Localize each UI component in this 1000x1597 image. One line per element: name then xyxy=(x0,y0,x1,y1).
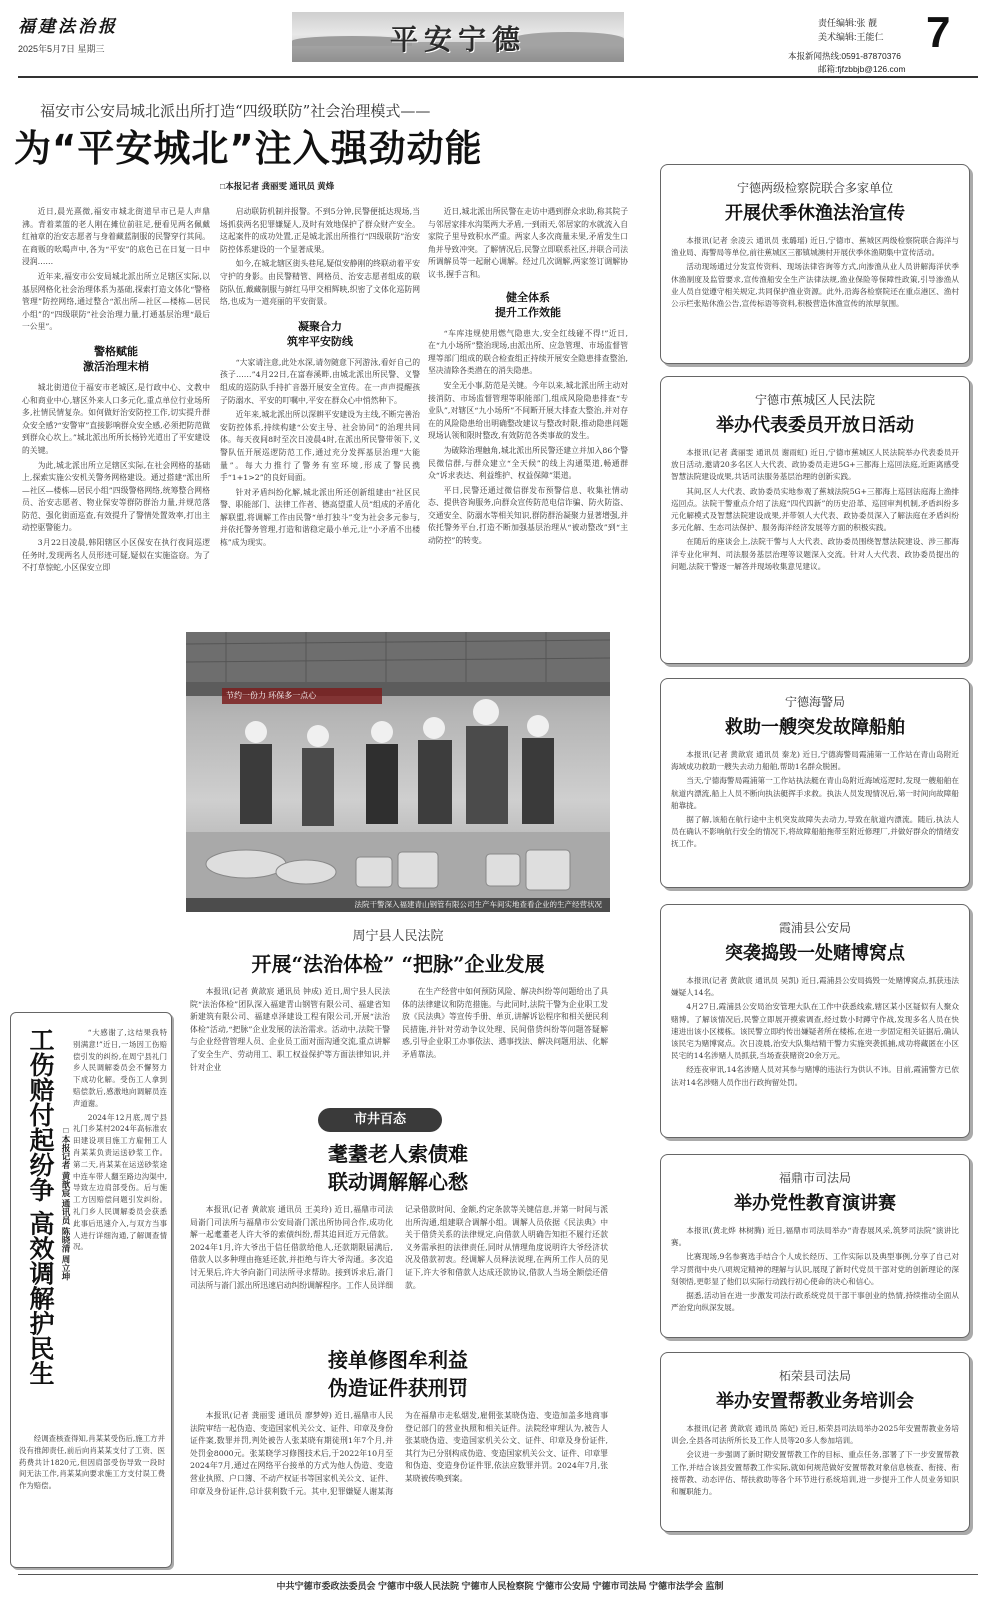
lead-paragraph: 城北街道位于福安市老城区,是行政中心、文教中心和商业中心,辖区外来人口多元化,重点单位行业场所多,社情民情复杂。如何做好治安防控工作,切实提升群众安全感?“安警审”直接影响群众安全感,必须把防范做到群众心坎上。”城北派出所所长杨钤光道出了平安建设的关键。 xyxy=(22,382,210,455)
forgery-story xyxy=(190,1410,608,1570)
lead-paragraph: 平日,民警还通过微信群发布预警信息、收集社情动态、提供咨询服务,向群众宣传防范电信诈骗、防火防盗、交通安全、防溺水等相关知识,群防群治凝聚力显著增强,并依托警务平台,打造不断加强基层治理从“被动整改”到“主动防控”的转变。 xyxy=(428,485,628,546)
card-paragraph: 本报讯(记者 黄歆宸 通讯员 陈妃) 近日,柘荣县司法局举办2025年安置帮教业务培训会,全县各司法所所长及工作人员等20多人参加培训。 xyxy=(671,1424,959,1446)
card-org: 福鼎市司法局 xyxy=(778,1171,851,1185)
footer-divider xyxy=(18,1574,978,1575)
lead-subhead-2: 凝聚合力 筑牢平安防线 xyxy=(287,319,353,348)
work-injury-feature xyxy=(10,1012,172,1568)
section-title: 平安宁德 xyxy=(389,23,526,56)
lead-column-2 xyxy=(220,206,420,552)
right-card-coast-guard xyxy=(660,678,970,888)
lead-paragraph: 近年来,城北派出所以深耕平安建设为主线,不断完善治安防控体系,持续构建“公安主导、社会协同”的治理共同体。每天夜间8时至次日凌晨4时,在派出所民警带领下,义警队伍开展巡逻防范工作,通过充分发挥基层治理“大能量”。每大力推行了警务有室环境,形成了警民携手“1+1>2”的良好局面。 xyxy=(220,410,420,483)
card-paragraph: 本报讯(记者 余凌云 通讯员 张璐瑶) 近日,宁德市、蕉城区两级检察院联合海洋与渔业局、海警局等单位,前往蕉城区三都镇城澳村开展伏季休渔期集中宣传活动。 xyxy=(671,236,959,258)
forgery-paragraph: 本报讯(记者 龚丽雯 通讯员 廖梦婷) 近日,福鼎市人民法院审结一起伪造、变造国家机关公文、证件、印章及身份证件案,数罪并罚,判处被告人张某晓有期徒刑1年7个月,并处罚金8000元。张某晓学习修图技术后,于2022年10月至2024年7月,通过在网络平台接单的方式为他人伪造、变造营业执照、户口簿、不动产权证书等国家机关公文、证件、印章及身份证件,总计获利数千元。其中,犯罪嫌疑人谢某海为在福鼎市走私烟发,雇佣张某晓伪造、变造加盖多地商事登记部门的营业执照和相关证件。法院经审理认为,被告人张某晓伪造、变造国家机关公文、证件、印章及身份证件,其行为已分别构成伪造、变造国家机关公文、证件、印章罪和伪造、变造身份证件罪,依法应数罪并罚。2024年7月,张某晓被传唤到案。 xyxy=(190,1411,608,1496)
court-paragraph: 本报讯(记者 黄歆宸 通讯员 钟成) 近日,周宁县人民法院“法治体检”团队深入福建青山钢管有限公司、福建省知新建筑有限公司、福建卓泽建设工程有限公司,开展“法治体检”活动,“把脉”企业发展的法治需求。活动中,法院干警与企业经营管理人员、企业员工面对面沟通交流,重点讲解了安全生产、劳动用工、职工权益保护等方面法律知识,并针对企业 xyxy=(190,987,390,1072)
court-column-1 xyxy=(190,986,390,1076)
lead-column-1 xyxy=(22,206,210,577)
work-injury-paragraph: 2024年12月底,周宁县礼门乡某村2024年高标准农田建设项目施工方雇佣工人肖某某负责运送砂浆工作。第二天,肖某某在运送砂浆途中连车带人翻至路边沟渠中,导致左边肩部受伤。后与施工方因赔偿问题引发纠纷。礼门乡人民调解委员会获悉此事后迅速介入,与双方当事人进行详细沟通,了解调查情况。 xyxy=(73,1112,167,1252)
card-org: 柘荣县司法局 xyxy=(778,1369,851,1383)
card-title: 突袭捣毁一处赌博窝点 xyxy=(725,943,905,964)
elderly-debt-paragraph: 本报讯(记者 黄歆宸 通讯员 王美玲) 近日,福鼎市司法局嵛门司法所与福鼎市公安局嵛门派出所协同合作,成功化解一起耄耋老人许大爷的索债纠纷,帮其追回近万元借款。2024年1月,许大爷出于信任借款给他人,还款期限届满后,借款人以多种理由拖延还款,并拒绝与许大爷沟通。多次追讨无果后,许大爷向嵛门司法所寻求帮助。接到诉求后,嵛门司法所与嵛门派出所迅速启动纠纷调解程序。工作人员详细记录借款时间、金额,约定条款等关键信息,并第一时间与派出所沟通,组建联合调解小组。调解人员依据《民法典》中关于借贷关系的法律规定,向借款人明确告知拒不履行还款义务需承担的法律责任,同时从情理角度说明许大爷经济状况及借款初衷。经调解人员释法说理,在两所工作人员的见证下,许大爷和借款人达成还款协议,借款人当场全额偿还借款。 xyxy=(190,1205,608,1290)
lead-subhead-3: 健全体系 提升工作效能 xyxy=(495,290,561,319)
card-paragraph: 在随后的座谈会上,法院干警与人大代表、政协委员围绕智慧法院建设、涉三都海洋专业化审判、司法服务基层治理等议题深入交流。针对人大代表、政协委员提出的问题,法院干警逐一解答并现场收集意见建议。 xyxy=(671,537,959,571)
lead-paragraph: “车库违规使用燃气隐患大,安全红线碰不得!”近日,在“九小场所”整治现场,由派出所、应急管理、市场监督管理等部门组成的联合检查组正持续开展安全隐患排查整治,坚决清除各类潜在的消失隐患。 xyxy=(428,328,628,376)
card-title: 举办安置帮教业务培训会 xyxy=(716,1391,914,1412)
card-org: 宁德市蕉城区人民法院 xyxy=(754,393,875,407)
masthead-divider xyxy=(18,76,978,78)
card-paragraph: 据悉,活动旨在进一步激发司法行政系统党员干部干事创业的热情,持续推动全面从严治党向纵深发展。 xyxy=(671,1291,959,1313)
card-paragraph: 据了解,该船在航行途中主机突发故障失去动力,导致在航道内漂流。随后,执法人员在确认不影响航行安全的情况下,将故障船舶拖带至附近修理厂,并做好群众的情绪安抚工作。 xyxy=(671,815,959,849)
lead-paragraph: 3月22日凌晨,韩阳辖区小区保安在执行夜间巡逻任务时,发现两名人员形迹可疑,疑似在实施盗窃。为了不打草惊蛇,小区保安立即 xyxy=(22,538,210,573)
court-paragraph: 在生产经营中如何预防风险、解决纠纷等问题给出了具体的法律建议和防范措施。与此同时,法院干警为企业职工发放《民法典》等宣传手册、单页,讲解诉讼程序和相关便民利民措施,并针对劳动争议处理、民间借贷纠纷等问题答疑解惑,引导企业职工办事依法、遇事找法、解决问题用法、化解矛盾靠法。 xyxy=(402,987,608,1059)
paper-name-logo: 福建法治报 xyxy=(18,17,118,37)
lead-paragraph: 针对矛盾纠纷化解,城北派出所还创新组建由“社区民警、职能部门、法律工作者、德高望重人员”组成的矛盾化解联盟,将调解工作由民警“单打独斗”变为社会多元参与,并依托警务管理,打造和谐稳定最小单元,让“小矛盾不出楼栋”成为现实。 xyxy=(220,487,420,548)
photo-caption: 法院干警深入福建青山钢管有限公司生产车间实地查看企业的生产经营状况 xyxy=(186,898,610,912)
lead-paragraph: 安全无小事,防范是关键。今年以来,城北派出所主动对接消防、市场监督管理等职能部门,组成风险隐患排查“专业队”,对辖区“九小场所”不间断开展大排查大整治,并对存在的风险隐患给出明确整改建议与整改时限,推动隐患问题现场认领和限时整改,有效防范各类事故的发生。 xyxy=(428,380,628,441)
editor-credit: 责任编辑:张 靓 xyxy=(818,18,878,28)
work-injury-body-lower xyxy=(19,1433,165,1494)
forgery-headline: 接单修图牟利益 伪造证件获刑罚 xyxy=(328,1348,468,1400)
art-editor-credit: 美术编辑:王能仁 xyxy=(818,32,884,42)
factory-scene-image xyxy=(186,632,610,912)
lead-byline: □本报记者 龚丽雯 通讯员 黄烽 xyxy=(220,181,335,191)
masthead xyxy=(0,0,1000,75)
right-card-jiaocheng-court xyxy=(660,376,970,664)
photo-banner-text: 节约一份力 环保多一点心 xyxy=(226,691,317,700)
factory-photo xyxy=(186,632,610,912)
card-paragraph: 本报讯(记者 龚丽雯 通讯员 谢雨虹) 近日,宁德市蕉城区人民法院举办代表委员开放日活动,邀请20多名区人大代表、政协委员走进5G+三都海上巡回法庭,近距离感受智慧法院建设成果,共话司法服务基层治理的创新实践。 xyxy=(671,448,959,482)
lead-paragraph: 近日,晨光熹微,福安市城北街道早市已是人声鼎沸。背着菜篮的老人刚在摊位前驻足,便看见两名佩戴红袖章的治安志愿者与身着藏蓝制服的民警穿行其间。在商贩的吆喝声中,各为“平安”的底色已在日复一日中浸润…… xyxy=(22,207,210,267)
court-headline: 开展“法治体检” “把脉”企业发展 xyxy=(251,952,545,976)
card-paragraph: 4月27日,霞浦县公安局治安管理大队在工作中获悉线索,辖区某小区疑似有人聚众赌博。了解该情况后,民警立即展开摸索调查,经过数小时蹲守作战,发现多名人员在快速进出该小区楼栋。该民警立即约传出嫌疑者所在楼栋,在进一步固定相关证据后,确认该民宅为赌博窝点。次日凌晨,治安大队集结精干警力实施突袭抓捕,成功将藏匿在小区民宅的14名涉赌人员抓获,当场查获赌资20余万元。 xyxy=(671,1002,959,1061)
lead-column-3 xyxy=(428,206,628,550)
lead-paragraph: 近日,城北派出所民警在走访中遇到群众求助,称其院子与邻居家排水沟渠两大矛盾,一到雨天,邻居家的水就流入自家院子里导致积水严重。两家人多次商量未果,矛盾发生口角并导致冲突。了解情况后,民警立即联系社区,并联合司法所调解员等一起耐心调解。经过几次调解,两家签订调解协议书,握手言和。 xyxy=(428,207,628,279)
elderly-debt-story xyxy=(190,1204,608,1342)
work-injury-paragraph: “大感谢了,这结果我特别满意!”近日,一场因工伤赔偿引发的纠纷,在周宁县礼门乡人民调解委员会不懈努力下成功化解。受伤工人拿到赔偿款后,感激地向调解员连声道谢。 xyxy=(73,1028,167,1108)
card-paragraph: 会议进一步强调了新时期安置帮教工作的目标、重点任务,部署了下一步安置帮教工作,并结合该县安置帮教工作实际,就如何规范做好安置帮教对象信息核查、衔接、衔接帮教、动态评估、帮扶救助等各个环节进行系统培训,进一步提升工作人员业务知识和履职能力。 xyxy=(671,1450,959,1497)
card-paragraph: 经连夜审讯,14名涉赌人员对其参与赌博的违法行为供认不讳。目前,霞浦警方已依法对14名涉赌人员作出行政拘留处罚。 xyxy=(671,1065,959,1087)
right-card-fuding-justice xyxy=(660,1154,970,1338)
lead-paragraph: 启动联防机制并报警。不到5分钟,民警便抵达现场,当场抓获两名犯罪嫌疑人,及时有效地保护了群众财产安全。这起案件的成功处置,正是城北派出所推行“四级联防”治安防控体系建设的一个显著成果。 xyxy=(220,207,420,254)
page-number: 7 xyxy=(926,8,951,57)
card-paragraph: 本报讯(记者 黄歆宸 通讯员 吴凯) 近日,霞浦县公安局捣毁一处赌博窝点,抓获违法嫌疑人14名。 xyxy=(671,976,959,998)
lead-paragraph: 近年来,福安市公安局城北派出所立足辖区实际,以基层网格化社会治理体系为基础,探索打造文体化“警格管理”防控网络,通过整合“派出所—社区—楼栋—居民小组”的“四级联防”社会治理力量,打通基层治理“最后一公里”。 xyxy=(22,271,210,332)
right-card-xiapu-police xyxy=(660,904,970,1138)
work-injury-byline: □本报记者 黄歆宸 通讯员 陈晓清 周立坤 xyxy=(61,1125,71,1281)
lead-headline: 为“平安城北”注入强劲动能 xyxy=(14,127,483,170)
card-org: 霞浦县公安局 xyxy=(778,921,851,935)
card-title: 救助一艘突发故障船舶 xyxy=(725,717,905,738)
work-injury-title: 工伤赔付起纷争 高效调解护民生 xyxy=(26,1027,55,1386)
lead-subhead-1: 警格赋能 激活治理末梢 xyxy=(83,344,149,373)
elderly-debt-headline: 耄耋老人索债难 联动调解解心愁 xyxy=(328,1142,468,1194)
card-paragraph: 本报讯(黄北烨 林树腾) 近日,福鼎市司法局举办“青春展风采,筑梦司法院”演讲比赛。 xyxy=(671,1226,959,1248)
card-title: 举办党性教育演讲赛 xyxy=(734,1193,896,1214)
lead-paragraph: 为破除治理触角,城北派出所民警还建立并加入86个警民微信群,与群众建立“全天候”的线上沟通渠道,畅通群众“诉求表达、利益维护、权益保障”渠道。 xyxy=(428,445,628,481)
section-banner xyxy=(292,12,624,62)
court-column-2 xyxy=(402,986,608,1064)
court-org: 周宁县人民法院 xyxy=(352,929,444,944)
card-org: 宁德海警局 xyxy=(784,695,845,709)
lead-paragraph: 如今,在城北辖区街头巷尾,疑似安静刚的终联动着平安守护的身影。由民警精管、网格员、治安志愿者组成的联防队伍,戴藏制服与鲜红马甲交相辉映,织密了文体化巡防网络,也成为一道亮丽的平安街景。 xyxy=(220,259,420,307)
card-paragraph: 当天,宁德海警局霞浦第一工作站执法艇在青山岛附近海域巡逻时,发现一艘船舶在航道内漂流,船上人员不断向执法艇挥手求救。执法人员发现情况后,第一时间向故障船舶靠拢。 xyxy=(671,776,959,810)
card-paragraph: 比赛现场,9名参赛选手结合个人成长经历、工作实际以及典型事例,分享了自己对学习贯彻中央八项规定精神的理解与认识,展现了新时代党员干部对党的创新理论的深刻领悟,更彰显了他们以实际行动践行初心使命的决心和信心。 xyxy=(671,1252,959,1286)
email-address: 邮箱:fjfzbbjb@126.com xyxy=(818,64,906,74)
card-paragraph: 本报讯(记者 黄歆宸 通讯员 秦龙) 近日,宁德海警局霞浦第一工作站在青山岛附近海域成功救助一艘失去动力船舶,帮助1名群众脱困。 xyxy=(671,750,959,772)
news-hotline: 本报新闻热线:0591-87870376 xyxy=(788,51,901,61)
right-card-zherong-justice xyxy=(660,1352,970,1532)
issue-date: 2025年5月7日 星期三 xyxy=(18,44,105,54)
card-paragraph: 其间,区人大代表、政协委员实地参观了蕉城法院5G+三都海上巡回法庭海上渔排巡回点。法院干警重点介绍了法庭“四代四新”的历史沿革、巡回审判机制,矛盾纠纷多元化解模式及智慧法院建设成果,并带领人大代表、政协委员深入了解法庭在矛盾纠纷多元化解、生态司法保护、服务海洋经济发展等方面的积极实践。 xyxy=(671,486,959,533)
right-card-prosecutors xyxy=(660,164,970,364)
footer-sponsors: 中共宁德市委政法委员会 宁德市中级人民法院 宁德市人民检察院 宁德市公安局 宁德市司法局 宁德市法学会 监制 xyxy=(276,1581,724,1591)
card-title: 开展伏季休渔法治宣传 xyxy=(725,203,905,224)
card-org: 宁德两级检察院联合多家单位 xyxy=(736,181,893,195)
card-paragraph: 活动现场通过分发宣传资料、现场法律咨询等方式,向渗渔从业人员讲解海洋伏季休渔制度及监管要求,宣传渔船安全生产法律法规,渔业保险等保障性政策,引导渗渔从业人员自觉遵守相关规定,共同保护渔业资源。此外,沿海各检察院还在重点港区、渔村公示栏张贴休渔公告,宣传标语等资料,积极营造休渔宣传的浓厚氛围。 xyxy=(671,262,959,309)
card-title: 举办代表委员开放日活动 xyxy=(716,415,914,436)
lead-paragraph: 为此,城北派出所立足辖区实际,在社会网格的基础上,探索实施公安机关警务网格建设。通过搭建“派出所—社区—楼栋—居民小组”四级警格网络,统筹整合网格员、治安志愿者、物业保安等群防群治力量,并规范落防范、强化街面巡查,有效提升了警情处置效率,打出主动控驱警能力。 xyxy=(22,460,210,533)
marketplace-label: 市井百态 xyxy=(318,1108,442,1132)
work-injury-body-upper xyxy=(73,1027,167,1255)
work-injury-paragraph: 经调查核查得知,肖某某受伤后,施工方并没有推卸责任,前后向肖某某支付了工资、医药费共计1820元,但因肩部受伤导致一段时间无法工作,肖某某向要求施工方支付误工费作为赔偿。 xyxy=(19,1434,165,1491)
lead-paragraph: “大家请注意,此处水深,请勿随意下河游泳,看好自己的孩子……”4月22日,在富春溪畔,由城北派出所民警、义警组成的巡防队手持扩音器开展安全宣传。在一声声提醒孩子防溺水、平安的叮嘱中,平安在群众心中悄然种下。 xyxy=(220,357,420,405)
lead-kicker: 福安市公安局城北派出所打造“四级联防”社会治理模式—— xyxy=(40,102,431,120)
